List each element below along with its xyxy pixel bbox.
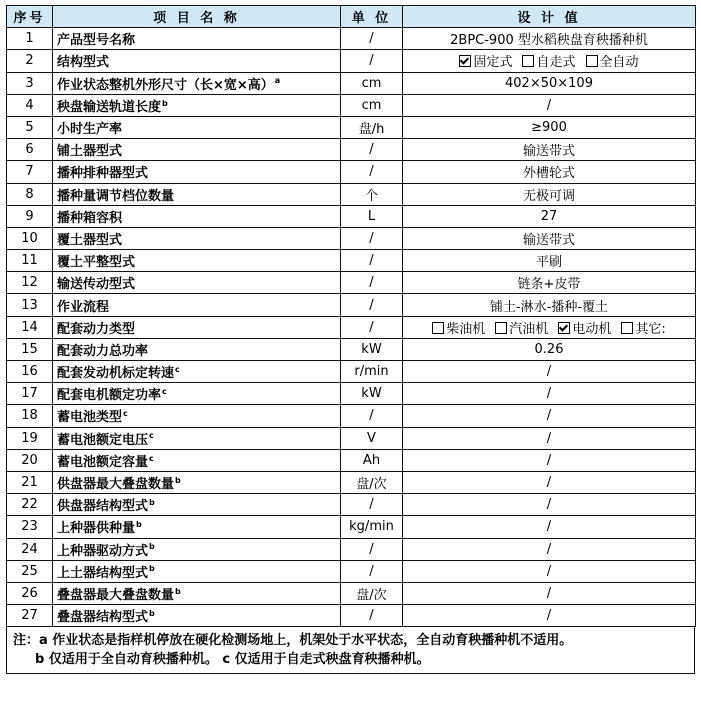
- option-item: [432, 322, 485, 337]
- option-item: [459, 55, 512, 70]
- row-item-name: [53, 116, 341, 138]
- row-item-name: [53, 516, 341, 538]
- row-number: 2: [7, 50, 53, 72]
- row-unit: kW: [341, 383, 403, 405]
- row-number: 24: [7, 538, 53, 560]
- row-item-name: [53, 316, 341, 338]
- row-value: 402×50×109: [403, 72, 696, 94]
- row-number: 22: [7, 494, 53, 516]
- row-value: /: [403, 494, 696, 516]
- row-item-name: [53, 361, 341, 383]
- row-item-name: [53, 449, 341, 471]
- row-unit: /: [341, 272, 403, 294]
- table-notes: [6, 627, 695, 674]
- row-unit: r/min: [341, 361, 403, 383]
- table-row: [7, 72, 696, 94]
- row-item-name: [53, 227, 341, 249]
- item-label: 播种箱容积: [57, 210, 123, 226]
- row-number: 6: [7, 139, 53, 161]
- row-unit: /: [341, 227, 403, 249]
- item-label: 配套发动机标定转速: [57, 366, 175, 382]
- row-number: 13: [7, 294, 53, 316]
- row-number: 18: [7, 405, 53, 427]
- table-row: [7, 427, 696, 449]
- row-number: 27: [7, 605, 53, 627]
- table-row: [7, 338, 696, 360]
- row-value: /: [403, 582, 696, 604]
- item-label: 叠盘器结构型式: [57, 610, 149, 626]
- row-number: 17: [7, 383, 53, 405]
- row-item-name: [53, 94, 341, 116]
- row-value: /: [403, 427, 696, 449]
- table-row: [7, 50, 696, 72]
- header-value: 设 计 值: [403, 6, 696, 28]
- header-unit: 单 位: [341, 6, 403, 28]
- item-label: 配套电机额定功率: [57, 388, 162, 404]
- row-unit: /: [341, 161, 403, 183]
- empty-box-icon: [586, 55, 598, 67]
- row-number: 23: [7, 516, 53, 538]
- row-item-name: [53, 383, 341, 405]
- option-label: 柴油机: [446, 321, 486, 337]
- item-label: 秧盘输送轨道长度: [57, 99, 162, 115]
- table-row: [7, 494, 696, 516]
- table-row: [7, 582, 696, 604]
- row-number: 25: [7, 560, 53, 582]
- row-item-name: [53, 405, 341, 427]
- row-value: 外槽轮式: [403, 161, 696, 183]
- table-row: [7, 294, 696, 316]
- row-number: 19: [7, 427, 53, 449]
- table-row: [7, 183, 696, 205]
- row-number: 4: [7, 94, 53, 116]
- item-label: 上种器驱动方式: [57, 543, 149, 559]
- row-number: 7: [7, 161, 53, 183]
- row-unit: V: [341, 427, 403, 449]
- option-item: [586, 55, 639, 70]
- row-number: 26: [7, 582, 53, 604]
- item-label: 结构型式: [57, 55, 110, 71]
- footnote-marker: b: [149, 497, 155, 507]
- table-row: [7, 94, 696, 116]
- footnote-marker: b: [175, 586, 181, 596]
- row-value: /: [403, 560, 696, 582]
- table-row: [7, 316, 696, 338]
- table-row: [7, 560, 696, 582]
- row-value: 输送带式: [403, 227, 696, 249]
- table-row: [7, 272, 696, 294]
- row-item-name: [53, 294, 341, 316]
- footnote-marker: b: [175, 475, 181, 485]
- row-unit: /: [341, 405, 403, 427]
- item-label: 作业流程: [57, 299, 110, 315]
- row-item-name: [53, 183, 341, 205]
- row-unit: cm: [341, 72, 403, 94]
- item-label: 小时生产率: [57, 122, 123, 138]
- row-value: 0.26: [403, 338, 696, 360]
- row-number: 12: [7, 272, 53, 294]
- row-value: /: [403, 361, 696, 383]
- row-value: ≥900: [403, 116, 696, 138]
- row-item-name: [53, 139, 341, 161]
- row-unit: /: [341, 294, 403, 316]
- row-number: 15: [7, 338, 53, 360]
- item-label: 供盘器结构型式: [57, 499, 149, 515]
- row-unit: 盘/次: [341, 471, 403, 493]
- row-value: /: [403, 405, 696, 427]
- option-item: [558, 322, 611, 337]
- empty-box-icon: [432, 322, 444, 334]
- row-unit: 盘/h: [341, 116, 403, 138]
- header-no: 序号: [7, 6, 53, 28]
- table-row: [7, 116, 696, 138]
- table-row: [7, 471, 696, 493]
- footnote-marker: b: [136, 520, 142, 530]
- row-unit: cm: [341, 94, 403, 116]
- row-value: 平刷: [403, 250, 696, 272]
- item-label: 蓄电池额定电压: [57, 432, 149, 448]
- row-unit: L: [341, 205, 403, 227]
- row-number: 11: [7, 250, 53, 272]
- row-unit: 盘/次: [341, 582, 403, 604]
- item-label: 作业状态整机外形尺寸（长×宽×高）: [57, 77, 274, 93]
- option-item: [621, 322, 665, 337]
- table-row: [7, 161, 696, 183]
- option-label: 自走式: [536, 55, 576, 71]
- table-row: [7, 227, 696, 249]
- table-body: [7, 28, 696, 627]
- option-item: [522, 55, 575, 70]
- footnote-marker: c: [175, 364, 180, 374]
- row-unit: /: [341, 605, 403, 627]
- row-value: 输送带式: [403, 139, 696, 161]
- option-label: 全自动: [599, 55, 639, 71]
- row-number: 20: [7, 449, 53, 471]
- row-unit: /: [341, 538, 403, 560]
- row-item-name: [53, 50, 341, 72]
- row-item-name: [53, 72, 341, 94]
- row-unit: /: [341, 139, 403, 161]
- checked-box-icon: [459, 55, 471, 67]
- option-item: [495, 322, 548, 337]
- row-value: 无极可调: [403, 183, 696, 205]
- checked-box-icon: [558, 322, 570, 334]
- item-label: 输送传动型式: [57, 277, 136, 293]
- row-item-name: [53, 161, 341, 183]
- row-number: 16: [7, 361, 53, 383]
- option-label: 固定式: [473, 55, 513, 71]
- row-unit: kW: [341, 338, 403, 360]
- item-label: 蓄电池类型: [57, 410, 123, 426]
- item-label: 产品型号名称: [57, 33, 136, 49]
- item-label: 上土器结构型式: [57, 565, 149, 581]
- table-row: [7, 28, 696, 50]
- row-unit: /: [341, 50, 403, 72]
- item-label: 铺土器型式: [57, 144, 123, 160]
- row-unit: /: [341, 560, 403, 582]
- table-row: [7, 383, 696, 405]
- row-item-name: [53, 28, 341, 50]
- row-number: 14: [7, 316, 53, 338]
- empty-box-icon: [621, 322, 633, 334]
- footnote-marker: c: [123, 409, 128, 419]
- row-item-name: [53, 272, 341, 294]
- row-number: 9: [7, 205, 53, 227]
- row-item-name: [53, 494, 341, 516]
- row-unit: /: [341, 316, 403, 338]
- row-item-name: [53, 471, 341, 493]
- item-label: 播种排种器型式: [57, 166, 149, 182]
- footnote-marker: b: [149, 564, 155, 574]
- row-value: 2BPC-900 型水稻秧盘育秧播种机: [403, 28, 696, 50]
- table-row: [7, 538, 696, 560]
- table-row: [7, 449, 696, 471]
- row-unit: Ah: [341, 449, 403, 471]
- row-unit: /: [341, 494, 403, 516]
- row-value: /: [403, 538, 696, 560]
- row-unit: 个: [341, 183, 403, 205]
- row-value: /: [403, 449, 696, 471]
- row-value: [403, 50, 696, 72]
- row-value: /: [403, 94, 696, 116]
- note-line-2: b 仅适用于全自动育秧播种机。 c 仅适用于自走式秧盘育秧播种机。: [35, 652, 430, 668]
- note-line-1: 注：a 作业状态是指样机停放在硬化检测场地上，机架处于水平状态，全自动育秧播种机不适用。: [13, 633, 573, 649]
- footnote-marker: c: [149, 431, 154, 441]
- item-label: 蓄电池额定容量: [57, 454, 149, 470]
- row-value: 铺土-淋水-播种-覆土: [403, 294, 696, 316]
- table-row: [7, 139, 696, 161]
- header-item: 项 目 名 称: [53, 6, 341, 28]
- row-number: 21: [7, 471, 53, 493]
- item-label: 播种量调节档位数量: [57, 188, 175, 204]
- table-row: [7, 361, 696, 383]
- row-value: /: [403, 471, 696, 493]
- footnote-marker: c: [149, 453, 154, 463]
- row-value: [403, 316, 696, 338]
- row-item-name: [53, 538, 341, 560]
- row-item-name: [53, 205, 341, 227]
- row-number: 8: [7, 183, 53, 205]
- row-value: 链条+皮带: [403, 272, 696, 294]
- row-unit: /: [341, 250, 403, 272]
- row-item-name: [53, 605, 341, 627]
- table-row: [7, 605, 696, 627]
- row-value: /: [403, 516, 696, 538]
- footnote-marker: b: [162, 98, 168, 108]
- item-label: 覆土平整型式: [57, 255, 136, 271]
- footnote-marker: b: [149, 542, 155, 552]
- footnote-marker: a: [274, 76, 281, 86]
- table-row: [7, 250, 696, 272]
- option-label: 汽油机: [509, 321, 549, 337]
- row-value: /: [403, 383, 696, 405]
- item-label: 配套动力总功率: [57, 343, 149, 359]
- item-label: 覆土器型式: [57, 232, 123, 248]
- option-label: 其它:: [635, 321, 666, 337]
- row-value: /: [403, 605, 696, 627]
- row-item-name: [53, 338, 341, 360]
- table-row: [7, 516, 696, 538]
- item-label: 叠盘器最大叠盘数量: [57, 587, 175, 603]
- table-row: [7, 205, 696, 227]
- row-number: 5: [7, 116, 53, 138]
- row-item-name: [53, 582, 341, 604]
- spec-table: [6, 5, 696, 627]
- row-number: 3: [7, 72, 53, 94]
- row-unit: /: [341, 28, 403, 50]
- table-header-row: [7, 6, 696, 28]
- row-item-name: [53, 427, 341, 449]
- table-row: [7, 405, 696, 427]
- row-item-name: [53, 560, 341, 582]
- empty-box-icon: [522, 55, 534, 67]
- spec-table-container: [6, 5, 695, 674]
- item-label: 上种器供种量: [57, 521, 136, 537]
- row-unit: kg/min: [341, 516, 403, 538]
- row-number: 1: [7, 28, 53, 50]
- row-value: 27: [403, 205, 696, 227]
- footnote-marker: b: [149, 608, 155, 618]
- empty-box-icon: [495, 322, 507, 334]
- item-label: 配套动力类型: [57, 321, 136, 337]
- option-label: 电动机: [572, 321, 612, 337]
- row-item-name: [53, 250, 341, 272]
- row-number: 10: [7, 227, 53, 249]
- item-label: 供盘器最大叠盘数量: [57, 477, 175, 493]
- footnote-marker: c: [162, 386, 167, 396]
